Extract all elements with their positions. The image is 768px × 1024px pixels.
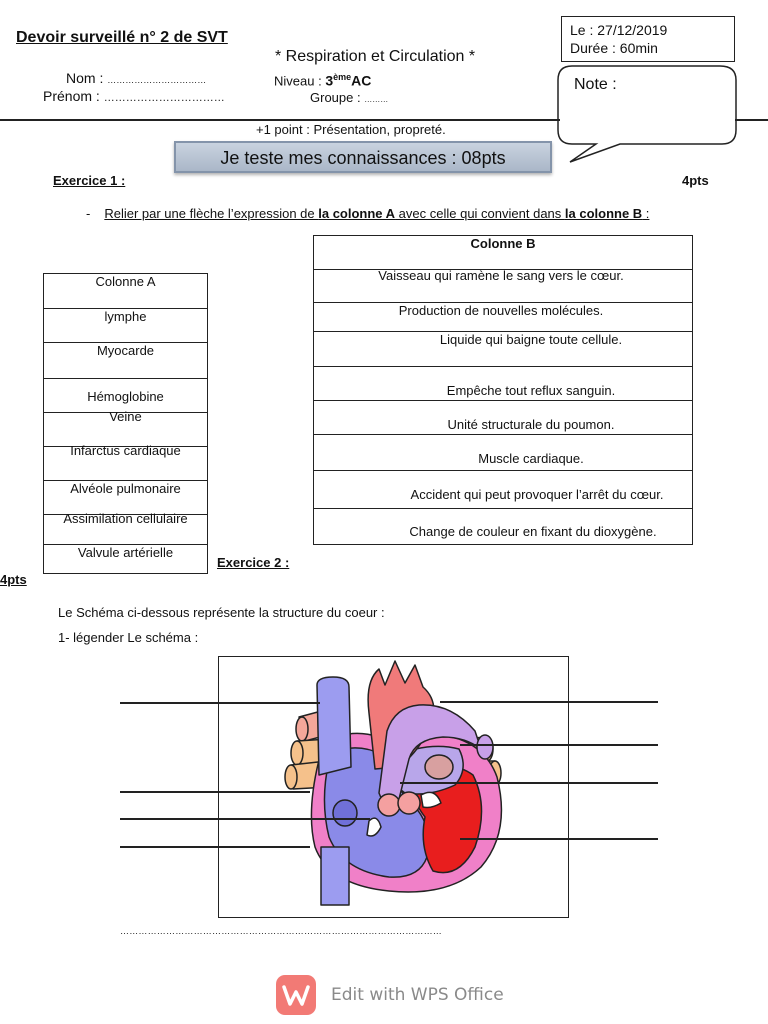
column-b-table: [313, 235, 693, 545]
niveau-num: 3: [325, 72, 334, 89]
niveau-sup: ème: [333, 72, 352, 82]
instruction-dash: -: [86, 206, 91, 221]
exam-subject: * Respiration et Circulation *: [275, 48, 476, 65]
wps-watermark[interactable]: [275, 974, 504, 1016]
column-a-item[interactable]: [44, 378, 207, 413]
column-a-item[interactable]: [44, 409, 207, 447]
pulmonary-artery-end: [477, 735, 493, 759]
column-b-item-text: Change de couleur en fixant du dioxygène.: [409, 524, 657, 539]
groupe-dots[interactable]: ………: [364, 95, 389, 104]
header-divider-right: [735, 119, 768, 121]
column-b-item[interactable]: [314, 302, 692, 332]
niveau-suffix: AC: [351, 72, 372, 89]
column-b-item[interactable]: [314, 366, 692, 401]
date-box: [561, 16, 735, 62]
instruction-text-1: Relier par une flèche l’expression de: [104, 206, 319, 221]
column-a-item[interactable]: Alvéole pulmonaire: [44, 480, 207, 515]
label-line-right-2[interactable]: [460, 744, 658, 746]
left-pulmonary-vein-2-end: [291, 741, 303, 765]
instruction-col-a: la colonne A: [318, 206, 396, 221]
exercice2-intro: Le Schéma ci-dessous représente la structure du coeur :: [58, 605, 385, 620]
column-b-item[interactable]: [314, 470, 692, 509]
column-b-item[interactable]: [314, 434, 692, 471]
column-b-item-text: Liquide qui baigne toute cellule.: [439, 332, 623, 347]
column-a-item-text: Veine: [109, 409, 142, 424]
niveau-line: [274, 72, 371, 88]
label-line-left-3[interactable]: [120, 818, 370, 820]
duree-text: Durée : 60min: [570, 40, 658, 56]
column-b-item-text: Vaisseau qui ramène le sang vers le cœur.: [378, 268, 624, 283]
column-a-item[interactable]: Myocarde: [44, 342, 207, 379]
wps-logo-icon: [275, 974, 317, 1016]
column-a-item[interactable]: [44, 443, 207, 481]
column-b-item-text: Empêche tout reflux sanguin.: [446, 383, 616, 398]
column-a-item-text: Hémoglobine: [87, 389, 164, 404]
column-b-item[interactable]: [314, 508, 692, 547]
inferior-vena-cava: [321, 847, 349, 905]
label-line-right-4[interactable]: [460, 838, 658, 840]
column-a-item[interactable]: Valvule artérielle: [44, 544, 207, 576]
column-b-item[interactable]: [314, 269, 692, 303]
label-line-right-1[interactable]: [440, 701, 658, 703]
label-line-left-4[interactable]: [120, 846, 310, 848]
label-line-left-2[interactable]: [120, 791, 310, 793]
exercice2-label: Exercice 2 :: [217, 555, 290, 570]
column-a-item-text: Assimilation cellulaire: [63, 511, 188, 526]
prenom-label-text: Prénom :: [43, 88, 100, 104]
answer-dots[interactable]: ……………………………………………………………………………………………: [120, 926, 442, 936]
superior-vena-cava: [317, 677, 351, 775]
exercice2-points: 4pts: [0, 572, 27, 587]
column-b-item-text: Unité structurale du poumon.: [447, 417, 615, 432]
presentation-note: +1 point : Présentation, propreté.: [256, 122, 446, 137]
wps-watermark-text: Edit with WPS Office: [331, 985, 504, 1005]
column-a-table: [43, 273, 208, 574]
column-a-header: Colonne A: [95, 274, 156, 289]
date-text: Le : 27/12/2019: [570, 22, 668, 38]
instruction-text-3: :: [642, 206, 650, 221]
exercice2-question1: 1- légender Le schéma :: [58, 630, 199, 645]
groupe-line: [310, 90, 388, 105]
instruction-text-2: avec celle qui convient dans: [395, 206, 565, 221]
valve-ring-left: [378, 794, 400, 816]
nom-label: [66, 70, 206, 86]
note-label: Note :: [574, 76, 617, 93]
niveau-label: Niveau :: [274, 73, 322, 89]
column-b-item[interactable]: [314, 400, 692, 435]
instruction-col-b: la colonne B: [564, 206, 643, 221]
column-b-item[interactable]: [314, 331, 692, 367]
label-line-right-3[interactable]: [400, 782, 658, 784]
column-b-header: Colonne B: [470, 236, 536, 251]
nom-label-text: Nom :: [66, 70, 104, 86]
column-b-item-text: Production de nouvelles molécules.: [398, 303, 604, 318]
column-b-item-text: Accident qui peut provoquer l’arrêt du cœur.: [410, 487, 664, 502]
valve-ring-right: [398, 792, 420, 814]
exam-title: Devoir surveillé n° 2 de SVT: [16, 29, 228, 46]
heart-diagram: [219, 657, 568, 917]
left-pulmonary-vein-1-end: [296, 717, 308, 741]
section-banner: Je teste mes connaissances : 08pts: [174, 141, 552, 173]
prenom-dots[interactable]: ……………………………: [103, 92, 225, 104]
column-a-item[interactable]: [44, 511, 207, 545]
column-a-item[interactable]: lymphe: [44, 308, 207, 343]
prenom-label: [43, 88, 225, 104]
exercice1-label: Exercice 1 :: [53, 173, 126, 188]
nom-dots[interactable]: ……………………………: [107, 75, 207, 85]
column-a-item-text: Infarctus cardiaque: [70, 443, 181, 458]
exercice1-points: 4pts: [682, 173, 709, 188]
header-divider: [0, 119, 560, 121]
exercice1-instruction: [86, 206, 649, 221]
groupe-label: Groupe :: [310, 90, 361, 105]
left-pulmonary-vein-3-end: [285, 765, 297, 789]
valve-opening-left: [333, 800, 357, 826]
pulmonary-vein-opening: [425, 755, 453, 779]
label-line-left-1[interactable]: [120, 702, 320, 704]
column-b-item-text: Muscle cardiaque.: [478, 451, 584, 466]
